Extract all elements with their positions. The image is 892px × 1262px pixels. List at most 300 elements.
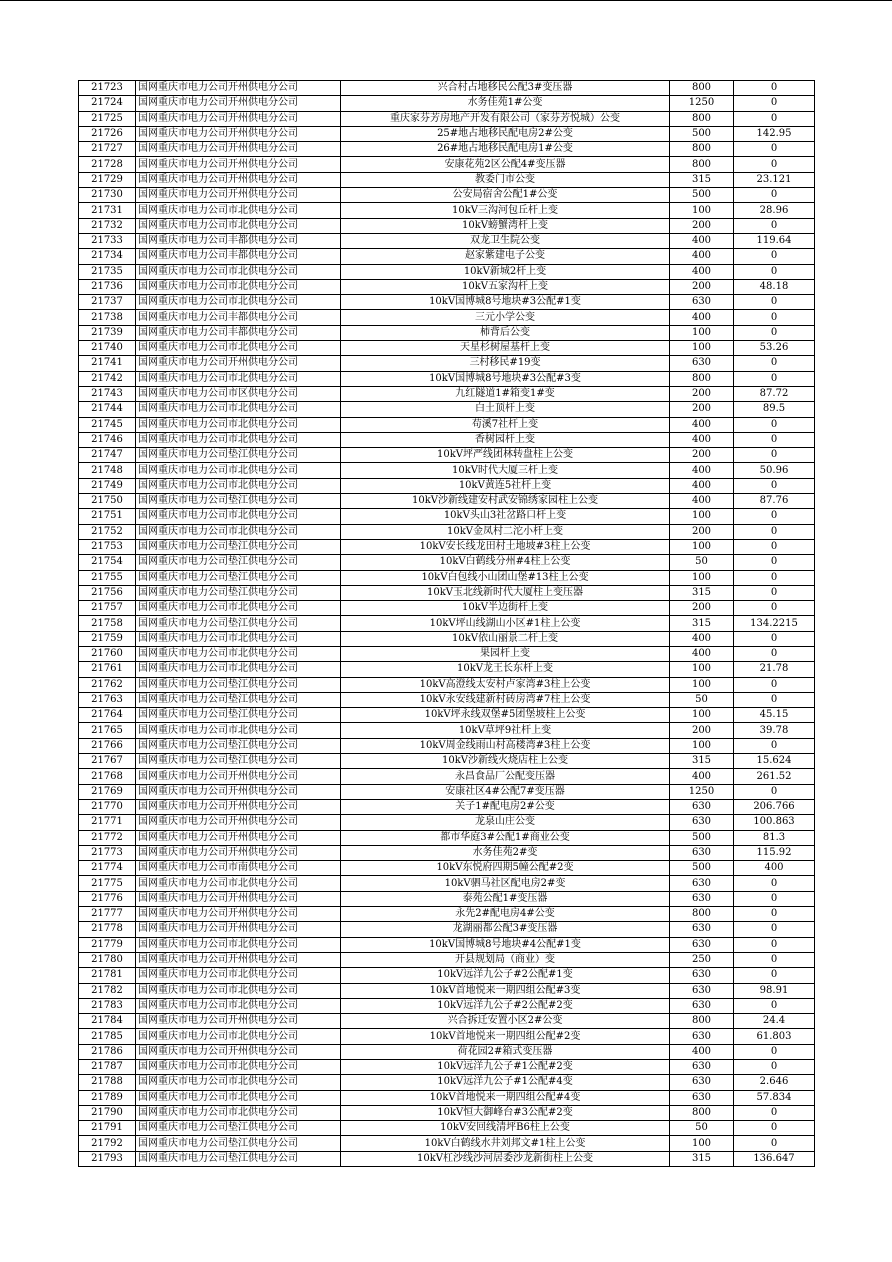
transformer-name-cell: 柿背后公变: [341, 325, 670, 340]
table-row: [79, 968, 815, 983]
company-cell: 国网重庆市电力公司市北供电分公司: [136, 463, 341, 478]
transformer-name-cell: 10kV国博城8号地块#3公配#1变: [341, 295, 670, 310]
transformer-name-cell: 10kV白鹤线水井刘邦文#1柱上公变: [341, 1136, 670, 1151]
transformer-name-cell: 水务佳苑2#变: [341, 845, 670, 860]
transformer-name-cell: 10kV螃蟹湾杆上变: [341, 218, 670, 233]
transformer-name-cell: 水务佳苑1#公变: [341, 96, 670, 111]
value-cell: 206.766: [734, 799, 815, 814]
capacity-cell: 1250: [670, 96, 734, 111]
table-body: [79, 81, 815, 1167]
table-row: [79, 1044, 815, 1059]
capacity-cell: 315: [670, 754, 734, 769]
transformer-name-cell: 10kV远洋九公子#2公配#2变: [341, 998, 670, 1013]
top-border-line: [0, 0, 892, 1]
table-row: [79, 937, 815, 952]
capacity-cell: 200: [670, 218, 734, 233]
row-id-cell: 21764: [79, 708, 136, 723]
company-cell: 国网重庆市电力公司市北供电分公司: [136, 998, 341, 1013]
company-cell: 国网重庆市电力公司开州供电分公司: [136, 356, 341, 371]
company-cell: 国网重庆市电力公司市北供电分公司: [136, 646, 341, 661]
capacity-cell: 315: [670, 172, 734, 187]
value-cell: 0: [734, 555, 815, 570]
row-id-cell: 21791: [79, 1121, 136, 1136]
table-row: [79, 754, 815, 769]
value-cell: 57.834: [734, 1090, 815, 1105]
row-id-cell: 21780: [79, 952, 136, 967]
table-row: [79, 1029, 815, 1044]
capacity-cell: 1250: [670, 784, 734, 799]
capacity-cell: 500: [670, 188, 734, 203]
row-id-cell: 21783: [79, 998, 136, 1013]
value-cell: 0: [734, 1060, 815, 1075]
capacity-cell: 100: [670, 1136, 734, 1151]
transformer-name-cell: 龙泉山庄公变: [341, 815, 670, 830]
table-row: [79, 1075, 815, 1090]
table-row: [79, 830, 815, 845]
transformer-name-cell: 永昌食品厂公配变压器: [341, 769, 670, 784]
value-cell: 115.92: [734, 845, 815, 860]
transformer-name-cell: 10kV安回线清坪B6柱上公变: [341, 1121, 670, 1136]
table-row: [79, 279, 815, 294]
table-row: [79, 81, 815, 96]
capacity-cell: 50: [670, 692, 734, 707]
value-cell: 0: [734, 1121, 815, 1136]
value-cell: 0: [734, 81, 815, 96]
value-cell: 0: [734, 188, 815, 203]
table-row: [79, 646, 815, 661]
value-cell: 0: [734, 937, 815, 952]
row-id-cell: 21731: [79, 203, 136, 218]
value-cell: 0: [734, 111, 815, 126]
row-id-cell: 21769: [79, 784, 136, 799]
table-row: [79, 738, 815, 753]
value-cell: 0: [734, 509, 815, 524]
company-cell: 国网重庆市电力公司垫江供电分公司: [136, 738, 341, 753]
table-row: [79, 692, 815, 707]
transformer-name-cell: 10kV五家沟杆上变: [341, 279, 670, 294]
row-id-cell: 21730: [79, 188, 136, 203]
value-cell: 0: [734, 218, 815, 233]
row-id-cell: 21777: [79, 907, 136, 922]
capacity-cell: 200: [670, 448, 734, 463]
capacity-cell: 630: [670, 876, 734, 891]
table-row: [79, 861, 815, 876]
row-id-cell: 21733: [79, 233, 136, 248]
capacity-cell: 100: [670, 677, 734, 692]
capacity-cell: 100: [670, 708, 734, 723]
transformer-name-cell: 10kV高澄线太安村卢家湾#3柱上公变: [341, 677, 670, 692]
value-cell: 0: [734, 646, 815, 661]
table-row: [79, 769, 815, 784]
transformer-name-cell: 10kV白鹤线分州#4柱上公变: [341, 555, 670, 570]
value-cell: 98.91: [734, 983, 815, 998]
row-id-cell: 21766: [79, 738, 136, 753]
table-row: [79, 509, 815, 524]
row-id-cell: 21793: [79, 1151, 136, 1166]
transformer-name-cell: 10kV国博城8号地块#3公配#3变: [341, 371, 670, 386]
value-cell: 0: [734, 952, 815, 967]
company-cell: 国网重庆市电力公司市北供电分公司: [136, 478, 341, 493]
transformer-name-cell: 10kV永安线建新村砖房湾#7柱上公变: [341, 692, 670, 707]
table-row: [79, 708, 815, 723]
row-id-cell: 21781: [79, 968, 136, 983]
transformer-name-cell: 10kV坪山线湖山小区#1柱上公变: [341, 616, 670, 631]
capacity-cell: 100: [670, 325, 734, 340]
transformer-name-cell: 10kV远洋九公子#2公配#1变: [341, 968, 670, 983]
transformer-name-cell: 10kV头山3社岔路口杆上变: [341, 509, 670, 524]
transformer-name-cell: 10kV新城2杆上变: [341, 264, 670, 279]
transformer-name-cell: 泰苑公配1#变压器: [341, 891, 670, 906]
value-cell: 0: [734, 448, 815, 463]
capacity-cell: 200: [670, 386, 734, 401]
row-id-cell: 21790: [79, 1105, 136, 1120]
value-cell: 0: [734, 96, 815, 111]
transformer-name-cell: 香树园杆上变: [341, 432, 670, 447]
table-row: [79, 1121, 815, 1136]
value-cell: 53.26: [734, 341, 815, 356]
table-row: [79, 264, 815, 279]
value-cell: 261.52: [734, 769, 815, 784]
company-cell: 国网重庆市电力公司市北供电分公司: [136, 371, 341, 386]
row-id-cell: 21751: [79, 509, 136, 524]
row-id-cell: 21768: [79, 769, 136, 784]
transformer-name-cell: 教委门市公变: [341, 172, 670, 187]
row-id-cell: 21752: [79, 524, 136, 539]
capacity-cell: 630: [670, 799, 734, 814]
capacity-cell: 400: [670, 463, 734, 478]
row-id-cell: 21750: [79, 494, 136, 509]
table-row: [79, 249, 815, 264]
company-cell: 国网重庆市电力公司市北供电分公司: [136, 279, 341, 294]
table-row: [79, 157, 815, 172]
row-id-cell: 21787: [79, 1060, 136, 1075]
capacity-cell: 800: [670, 142, 734, 157]
capacity-cell: 100: [670, 570, 734, 585]
transformer-name-cell: 天星杉树屋基杆上变: [341, 341, 670, 356]
transformer-name-cell: 重庆家芬芳房地产开发有限公司（家芬芳悦城）公变: [341, 111, 670, 126]
table-row: [79, 1136, 815, 1151]
table-row: [79, 96, 815, 111]
transformer-name-cell: 10kV沙新线建安村武安锦绣家园柱上公变: [341, 494, 670, 509]
table-row: [79, 1105, 815, 1120]
capacity-cell: 500: [670, 861, 734, 876]
value-cell: 0: [734, 432, 815, 447]
capacity-cell: 315: [670, 616, 734, 631]
transformer-name-cell: 10kV远洋九公子#1公配#4变: [341, 1075, 670, 1090]
row-id-cell: 21740: [79, 341, 136, 356]
row-id-cell: 21741: [79, 356, 136, 371]
company-cell: 国网重庆市电力公司垫江供电分公司: [136, 494, 341, 509]
transformer-name-cell: 10kV龙王长东杆上变: [341, 662, 670, 677]
row-id-cell: 21756: [79, 585, 136, 600]
row-id-cell: 21755: [79, 570, 136, 585]
table-row: [79, 218, 815, 233]
company-cell: 国网重庆市电力公司市北供电分公司: [136, 524, 341, 539]
capacity-cell: 200: [670, 723, 734, 738]
company-cell: 国网重庆市电力公司市北供电分公司: [136, 509, 341, 524]
value-cell: 0: [734, 325, 815, 340]
company-cell: 国网重庆市电力公司市北供电分公司: [136, 601, 341, 616]
capacity-cell: 200: [670, 279, 734, 294]
value-cell: 0: [734, 1044, 815, 1059]
value-cell: 0: [734, 1136, 815, 1151]
value-cell: 39.78: [734, 723, 815, 738]
row-id-cell: 21759: [79, 631, 136, 646]
value-cell: 0: [734, 142, 815, 157]
company-cell: 国网重庆市电力公司垫江供电分公司: [136, 708, 341, 723]
capacity-cell: 630: [670, 891, 734, 906]
table-row: [79, 111, 815, 126]
transformer-name-cell: 10kV金凤村二沱小杆上变: [341, 524, 670, 539]
transformer-name-cell: 兴合拆迁安置小区2#公变: [341, 1014, 670, 1029]
capacity-cell: 400: [670, 494, 734, 509]
company-cell: 国网重庆市电力公司丰都供电分公司: [136, 249, 341, 264]
table-row: [79, 142, 815, 157]
company-cell: 国网重庆市电力公司开州供电分公司: [136, 172, 341, 187]
transformer-name-cell: 安康社区4#公配7#变压器: [341, 784, 670, 799]
company-cell: 国网重庆市电力公司垫江供电分公司: [136, 539, 341, 554]
row-id-cell: 21784: [79, 1014, 136, 1029]
value-cell: 0: [734, 157, 815, 172]
row-id-cell: 21776: [79, 891, 136, 906]
value-cell: 0: [734, 310, 815, 325]
value-cell: 0: [734, 570, 815, 585]
value-cell: 45.15: [734, 708, 815, 723]
company-cell: 国网重庆市电力公司丰都供电分公司: [136, 310, 341, 325]
value-cell: 0: [734, 891, 815, 906]
capacity-cell: 800: [670, 1105, 734, 1120]
value-cell: 0: [734, 922, 815, 937]
company-cell: 国网重庆市电力公司市区供电分公司: [136, 386, 341, 401]
company-cell: 国网重庆市电力公司开州供电分公司: [136, 96, 341, 111]
table-row: [79, 922, 815, 937]
row-id-cell: 21757: [79, 601, 136, 616]
company-cell: 国网重庆市电力公司垫江供电分公司: [136, 1136, 341, 1151]
table-row: [79, 417, 815, 432]
capacity-cell: 50: [670, 555, 734, 570]
row-id-cell: 21779: [79, 937, 136, 952]
transformer-name-cell: 永先2#配电房4#公变: [341, 907, 670, 922]
row-id-cell: 21771: [79, 815, 136, 830]
row-id-cell: 21742: [79, 371, 136, 386]
value-cell: 0: [734, 524, 815, 539]
transformer-name-cell: 九红隧道1#箱变1#变: [341, 386, 670, 401]
transformer-name-cell: 赵家紫建电子公变: [341, 249, 670, 264]
transformer-name-cell: 10kV远洋九公子#1公配#2变: [341, 1060, 670, 1075]
capacity-cell: 630: [670, 356, 734, 371]
table-row: [79, 233, 815, 248]
transformer-name-cell: 苟溪7社杆上变: [341, 417, 670, 432]
transformer-name-cell: 10kV东悦府四期5幢公配#2变: [341, 861, 670, 876]
company-cell: 国网重庆市电力公司丰都供电分公司: [136, 233, 341, 248]
transformer-name-cell: 10kV驷马社区配电房2#变: [341, 876, 670, 891]
table-row: [79, 631, 815, 646]
table-row: [79, 371, 815, 386]
company-cell: 国网重庆市电力公司市南供电分公司: [136, 861, 341, 876]
row-id-cell: 21725: [79, 111, 136, 126]
value-cell: 134.2215: [734, 616, 815, 631]
value-cell: 89.5: [734, 402, 815, 417]
value-cell: 48.18: [734, 279, 815, 294]
company-cell: 国网重庆市电力公司垫江供电分公司: [136, 448, 341, 463]
company-cell: 国网重庆市电力公司市北供电分公司: [136, 264, 341, 279]
table-row: [79, 723, 815, 738]
table-row: [79, 478, 815, 493]
value-cell: 0: [734, 417, 815, 432]
row-id-cell: 21735: [79, 264, 136, 279]
transformer-name-cell: 兴合村占地移民公配3#变压器: [341, 81, 670, 96]
company-cell: 国网重庆市电力公司市北供电分公司: [136, 402, 341, 417]
transformer-name-cell: 10kV沙新线火烧店柱上公变: [341, 754, 670, 769]
capacity-cell: 400: [670, 769, 734, 784]
company-cell: 国网重庆市电力公司垫江供电分公司: [136, 677, 341, 692]
transformer-name-cell: 白土顶杆上变: [341, 402, 670, 417]
capacity-cell: 400: [670, 310, 734, 325]
row-id-cell: 21760: [79, 646, 136, 661]
row-id-cell: 21785: [79, 1029, 136, 1044]
value-cell: 81.3: [734, 830, 815, 845]
table-row: [79, 784, 815, 799]
capacity-cell: 500: [670, 830, 734, 845]
transformer-name-cell: 10kV依山丽景二杆上变: [341, 631, 670, 646]
row-id-cell: 21738: [79, 310, 136, 325]
transformer-name-cell: 10kV三沟河包丘杆上变: [341, 203, 670, 218]
value-cell: 24.4: [734, 1014, 815, 1029]
company-cell: 国网重庆市电力公司开州供电分公司: [136, 922, 341, 937]
value-cell: 21.78: [734, 662, 815, 677]
value-cell: 61.803: [734, 1029, 815, 1044]
value-cell: 0: [734, 249, 815, 264]
company-cell: 国网重庆市电力公司市北供电分公司: [136, 1075, 341, 1090]
row-id-cell: 21772: [79, 830, 136, 845]
value-cell: 87.76: [734, 494, 815, 509]
value-cell: 0: [734, 585, 815, 600]
value-cell: 400: [734, 861, 815, 876]
transformer-name-cell: 10kV首地悦来一期四组公配#3变: [341, 983, 670, 998]
value-cell: 0: [734, 264, 815, 279]
value-cell: 0: [734, 371, 815, 386]
capacity-cell: 630: [670, 1060, 734, 1075]
value-cell: 0: [734, 968, 815, 983]
capacity-cell: 400: [670, 264, 734, 279]
value-cell: 0: [734, 677, 815, 692]
table-row: [79, 998, 815, 1013]
table-row: [79, 1151, 815, 1166]
transformer-name-cell: 10kV草坪9社杆上变: [341, 723, 670, 738]
table-row: [79, 616, 815, 631]
capacity-cell: 400: [670, 233, 734, 248]
row-id-cell: 21743: [79, 386, 136, 401]
capacity-cell: 400: [670, 646, 734, 661]
company-cell: 国网重庆市电力公司市北供电分公司: [136, 968, 341, 983]
company-cell: 国网重庆市电力公司丰都供电分公司: [136, 325, 341, 340]
row-id-cell: 21765: [79, 723, 136, 738]
value-cell: 28.96: [734, 203, 815, 218]
table-row: [79, 172, 815, 187]
transformer-name-cell: 10kV时代大厦三杆上变: [341, 463, 670, 478]
transformer-name-cell: 25#地占地移民配电房2#公变: [341, 126, 670, 141]
capacity-cell: 100: [670, 539, 734, 554]
company-cell: 国网重庆市电力公司开州供电分公司: [136, 845, 341, 860]
row-id-cell: 21734: [79, 249, 136, 264]
capacity-cell: 630: [670, 815, 734, 830]
row-id-cell: 21754: [79, 555, 136, 570]
value-cell: 0: [734, 539, 815, 554]
table-row: [79, 815, 815, 830]
company-cell: 国网重庆市电力公司垫江供电分公司: [136, 585, 341, 600]
company-cell: 国网重庆市电力公司开州供电分公司: [136, 111, 341, 126]
transformer-name-cell: 安康花苑2区公配4#变压器: [341, 157, 670, 172]
table-row: [79, 1060, 815, 1075]
transformer-name-cell: 三村移民#19变: [341, 356, 670, 371]
transformer-name-cell: 10kV安长线龙田村土地坡#3柱上公变: [341, 539, 670, 554]
capacity-cell: 100: [670, 341, 734, 356]
capacity-cell: 630: [670, 845, 734, 860]
company-cell: 国网重庆市电力公司开州供电分公司: [136, 815, 341, 830]
table-row: [79, 891, 815, 906]
company-cell: 国网重庆市电力公司垫江供电分公司: [136, 616, 341, 631]
capacity-cell: 400: [670, 478, 734, 493]
value-cell: 0: [734, 356, 815, 371]
company-cell: 国网重庆市电力公司垫江供电分公司: [136, 555, 341, 570]
value-cell: 0: [734, 478, 815, 493]
transformer-name-cell: 都市华庭3#公配1#商业公变: [341, 830, 670, 845]
transformer-name-cell: 10kV半边街杆上变: [341, 601, 670, 616]
row-id-cell: 21732: [79, 218, 136, 233]
capacity-cell: 400: [670, 417, 734, 432]
table-row: [79, 662, 815, 677]
transformer-name-cell: 10kV国博城8号地块#4公配#1变: [341, 937, 670, 952]
table-row: [79, 1090, 815, 1105]
value-cell: 0: [734, 784, 815, 799]
transformer-name-cell: 10kV首地悦来一期四组公配#2变: [341, 1029, 670, 1044]
table-row: [79, 570, 815, 585]
value-cell: 0: [734, 1105, 815, 1120]
capacity-cell: 630: [670, 922, 734, 937]
row-id-cell: 21746: [79, 432, 136, 447]
capacity-cell: 315: [670, 585, 734, 600]
row-id-cell: 21745: [79, 417, 136, 432]
row-id-cell: 21726: [79, 126, 136, 141]
transformer-name-cell: 关子1#配电房2#公变: [341, 799, 670, 814]
company-cell: 国网重庆市电力公司开州供电分公司: [136, 799, 341, 814]
capacity-cell: 800: [670, 907, 734, 922]
transformer-name-cell: 10kV杠沙线沙河居委沙龙新街柱上公变: [341, 1151, 670, 1166]
company-cell: 国网重庆市电力公司开州供电分公司: [136, 188, 341, 203]
row-id-cell: 21770: [79, 799, 136, 814]
table-row: [79, 126, 815, 141]
company-cell: 国网重庆市电力公司市北供电分公司: [136, 983, 341, 998]
company-cell: 国网重庆市电力公司市北供电分公司: [136, 1060, 341, 1075]
value-cell: 0: [734, 998, 815, 1013]
company-cell: 国网重庆市电力公司垫江供电分公司: [136, 754, 341, 769]
table-row: [79, 341, 815, 356]
company-cell: 国网重庆市电力公司市北供电分公司: [136, 937, 341, 952]
capacity-cell: 400: [670, 249, 734, 264]
company-cell: 国网重庆市电力公司市北供电分公司: [136, 631, 341, 646]
capacity-cell: 800: [670, 81, 734, 96]
transformer-name-cell: 10kV坪永线双堡#5团堡坡柱上公变: [341, 708, 670, 723]
capacity-cell: 200: [670, 601, 734, 616]
capacity-cell: 400: [670, 631, 734, 646]
company-cell: 国网重庆市电力公司市北供电分公司: [136, 876, 341, 891]
capacity-cell: 630: [670, 1029, 734, 1044]
capacity-cell: 200: [670, 524, 734, 539]
value-cell: 100.863: [734, 815, 815, 830]
table-row: [79, 325, 815, 340]
capacity-cell: 315: [670, 1151, 734, 1166]
row-id-cell: 21773: [79, 845, 136, 860]
